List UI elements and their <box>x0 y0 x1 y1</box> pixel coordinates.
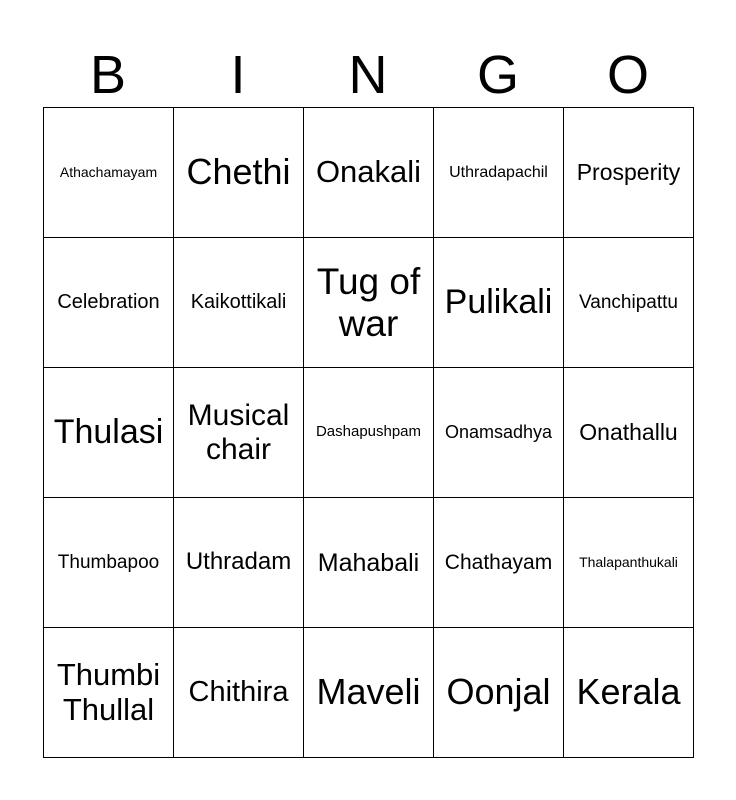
bingo-cell[interactable]: Kaikottikali <box>174 238 304 368</box>
bingo-cell[interactable]: Dashapushpam <box>304 368 434 498</box>
grid-row <box>44 498 694 628</box>
bingo-cell[interactable]: Chethi <box>174 108 304 238</box>
bingo-cell[interactable]: Oonjal <box>434 628 564 758</box>
bingo-cell[interactable]: Thumbapoo <box>44 498 174 628</box>
bingo-cell[interactable]: Musical chair <box>174 368 304 498</box>
bingo-cell[interactable]: Athachamayam <box>44 108 174 238</box>
bingo-cell[interactable]: Onakali <box>304 108 434 238</box>
bingo-cell[interactable]: Celebration <box>44 238 174 368</box>
bingo-cell[interactable]: Chathayam <box>434 498 564 628</box>
header-letter-g: G <box>476 45 519 105</box>
bingo-cell[interactable]: Prosperity <box>564 108 694 238</box>
bingo-cell[interactable]: Thulasi <box>44 368 174 498</box>
header-letter-n: N <box>348 45 388 105</box>
grid-row <box>44 238 694 368</box>
bingo-cell[interactable]: Tug of war <box>304 238 434 368</box>
bingo-cell[interactable]: Chithira <box>174 628 304 758</box>
bingo-cell[interactable]: Onathallu <box>564 368 694 498</box>
bingo-cell[interactable]: Kerala <box>564 628 694 758</box>
grid-row <box>44 108 694 238</box>
bingo-cell[interactable]: Thalapanthukali <box>564 498 694 628</box>
bingo-cell[interactable]: Thumbi Thullal <box>44 628 174 758</box>
bingo-cell[interactable]: Onamsadhya <box>434 368 564 498</box>
bingo-cell[interactable]: Mahabali <box>304 498 434 628</box>
header-letter-b: B <box>89 45 127 105</box>
bingo-grid <box>43 107 694 758</box>
bingo-cell[interactable]: Uthradapachil <box>434 108 564 238</box>
bingo-cell[interactable]: Pulikali <box>434 238 564 368</box>
bingo-cell[interactable]: Uthradam <box>174 498 304 628</box>
grid-row <box>44 368 694 498</box>
header-letter-i: I <box>230 45 246 105</box>
bingo-cell[interactable]: Vanchipattu <box>564 238 694 368</box>
grid-row <box>44 628 694 758</box>
bingo-cell[interactable]: Maveli <box>304 628 434 758</box>
bingo-header <box>43 40 693 110</box>
header-letter-o: O <box>606 45 649 105</box>
